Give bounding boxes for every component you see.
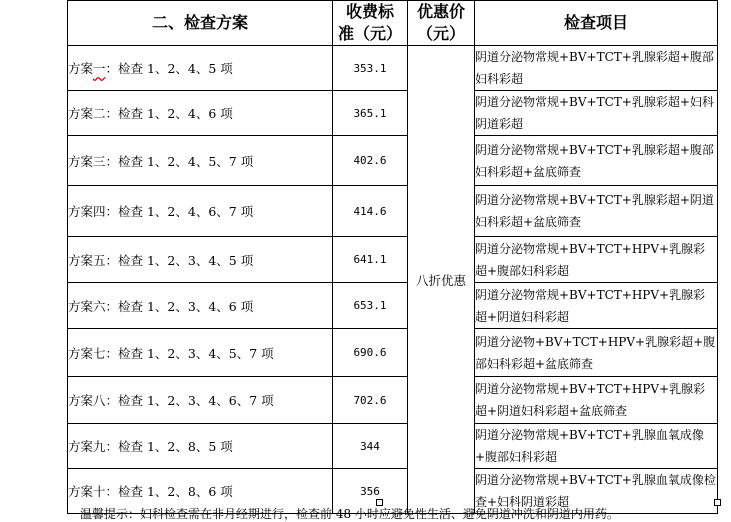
plan-price: 344	[333, 424, 408, 469]
price-header: 收费标 准（元）	[333, 1, 408, 46]
plan-name: 方案十：检查 1、2、8、6 项	[68, 469, 333, 514]
plan-name: 方案三：检查 1、2、4、5、7 项	[68, 136, 333, 186]
plan-items: 阴道分泌物常规+BV+TCT+乳腺血氧成像检查+妇科阴道彩超	[475, 469, 718, 514]
plan-items: 阴道分泌物常规+BV+TCT+乳腺彩超+阴道妇科彩超+盆底筛查	[475, 186, 718, 237]
table-row	[68, 136, 718, 186]
table-row	[68, 91, 718, 136]
footer-note: 温馨提示：妇科检查需在非月经期进行，检查前 48 小时应避免性生活、避免阴道冲洗和阴道内用药。	[80, 507, 619, 521]
plan-items: 阴道分泌物常规+BV+TCT+乳腺彩超+妇科阴道彩超	[475, 91, 718, 136]
plan-name: 方案八：检查 1、2、3、4、6、7 项	[68, 377, 333, 424]
plan-items: 阴道分泌物常规+BV+TCT+HPV+乳腺彩超+阴道妇科彩超+盆底筛查	[475, 377, 718, 424]
table-row	[68, 329, 718, 377]
table-row	[68, 46, 718, 91]
plan-name: 方案七：检查 1、2、3、4、5、7 项	[68, 329, 333, 377]
plan-price: 653.1	[333, 283, 408, 329]
plan-name: 方案六：检查 1、2、3、4、6 项	[68, 283, 333, 329]
plan-price: 414.6	[333, 186, 408, 237]
plan-table	[67, 0, 718, 514]
plan-name: 方案五：检查 1、2、3、4、5 项	[68, 237, 333, 283]
plan-items: 阴道分泌物常规+BV+TCT+乳腺彩超+腹部妇科彩超+盆底筛查	[475, 136, 718, 186]
plan-price: 702.6	[333, 377, 408, 424]
items-header: 检查项目	[475, 1, 718, 46]
plan-name: 方案四：检查 1、2、4、6、7 项	[68, 186, 333, 237]
table-row	[68, 377, 718, 424]
header-row	[68, 1, 718, 46]
plan-price: 356	[333, 469, 408, 514]
plan-items: 阴道分泌物常规+BV+TCT+HPV+乳腺彩超+阴道妇科彩超	[475, 283, 718, 329]
plan-name: 方案一：检查 1、2、4、5 项	[68, 46, 333, 91]
plan-header: 二、检查方案	[68, 1, 333, 46]
resize-handle[interactable]	[714, 499, 721, 506]
plan-items: 阴道分泌物+BV+TCT+HPV+乳腺彩超+腹部妇科彩超+盆底筛查	[475, 329, 718, 377]
plan-items: 阴道分泌物常规+BV+TCT+HPV+乳腺彩超+腹部妇科彩超	[475, 237, 718, 283]
plan-price: 402.6	[333, 136, 408, 186]
plan-price: 690.6	[333, 329, 408, 377]
table-row	[68, 237, 718, 283]
table-row	[68, 424, 718, 469]
discount-header: 优惠价 （元）	[408, 1, 475, 46]
plan-price: 641.1	[333, 237, 408, 283]
table-row	[68, 283, 718, 329]
spellcheck-underline: 一	[93, 61, 106, 76]
plan-name: 方案九：检查 1、2、8、5 项	[68, 424, 333, 469]
plan-items: 阴道分泌物常规+BV+TCT+乳腺血氧成像+腹部妇科彩超	[475, 424, 718, 469]
plan-name: 方案二：检查 1、2、4、6 项	[68, 91, 333, 136]
table-row	[68, 186, 718, 237]
discount-cell: 八折优惠	[408, 46, 475, 514]
plan-price: 365.1	[333, 91, 408, 136]
plan-price: 353.1	[333, 46, 408, 91]
plan-items: 阴道分泌物常规+BV+TCT+乳腺彩超+腹部妇科彩超	[475, 46, 718, 91]
